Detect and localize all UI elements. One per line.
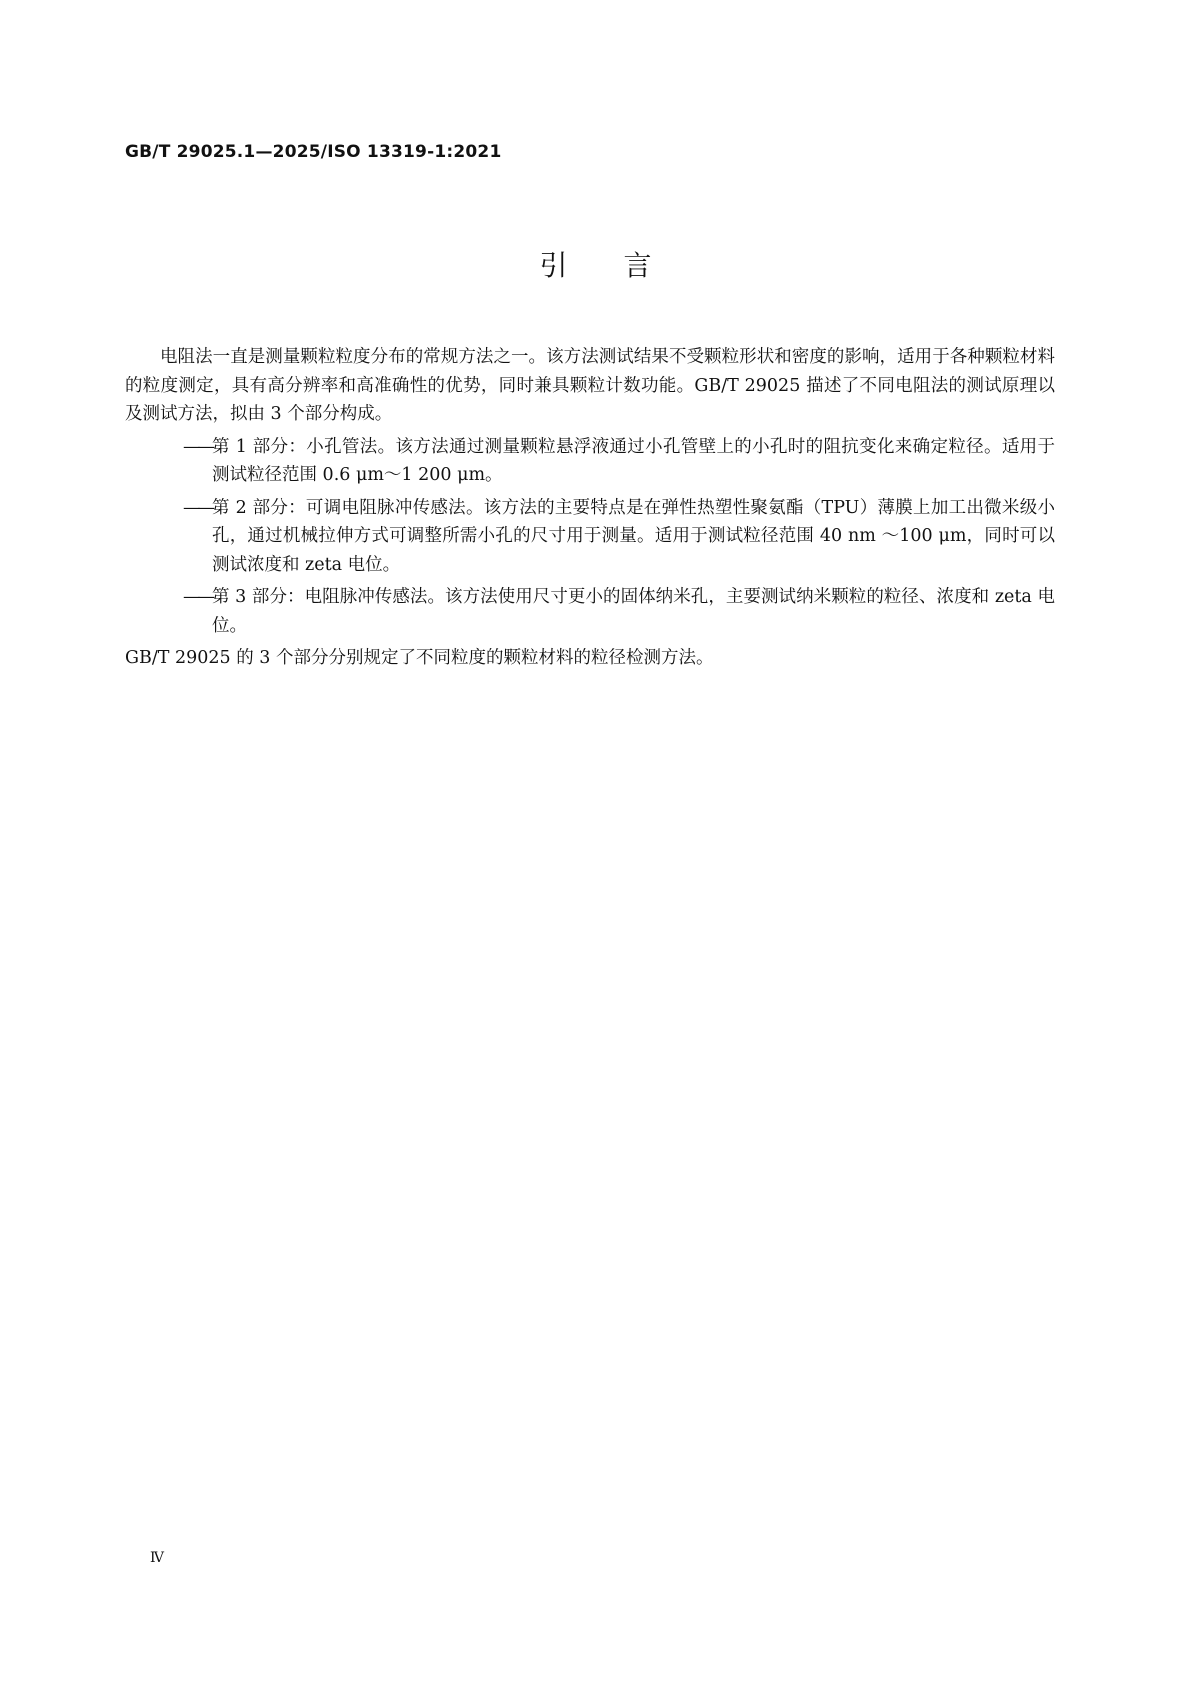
list-item-text: 第 3 部分：电阻脉冲传感法。该方法使用尺寸更小的固体纳米孔，主要测试纳米颗粒的粒径、浓度和 zeta 电位。 — [212, 587, 1055, 636]
closing-paragraph: GB/T 29025 的 3 个部分分别规定了不同粒度的颗粒材料的粒径检测方法。 — [125, 648, 714, 668]
page-number: Ⅳ — [150, 1550, 164, 1566]
list-dash: —— — [183, 436, 212, 457]
document-body — [125, 343, 1055, 677]
list-item-text: 第 1 部分：小孔管法。该方法通过测量颗粒悬浮液通过小孔管壁上的小孔时的阻抗变化来确定粒径。适用于测试粒径范围 0.6 μm～1 200 μm。 — [212, 436, 1055, 485]
list-item-part-2 — [125, 494, 1055, 580]
intro-paragraph: 电阻法一直是测量颗粒粒度分布的常规方法之一。该方法测试结果不受颗粒形状和密度的影响，适用于各种颗粒材料的粒度测定，具有高分辨率和高准确性的优势，同时兼具颗粒计数功能。GB/T 29025 描述了不同电阻法的测试原理以及测试方法，拟由 3 个部分构成。 — [125, 347, 1055, 424]
standard-code-header: GB/T 29025.1—2025/ISO 13319-1:2021 — [125, 142, 502, 162]
list-item-part-3 — [125, 583, 1055, 640]
list-item-text: 第 2 部分：可调电阻脉冲传感法。该方法的主要特点是在弹性热塑性聚氨酯（TPU）薄膜上加工出微米级小孔，通过机械拉伸方式可调整所需小孔的尺寸用于测量。适用于测试粒径范围 40 nm ～100 μm，同时可以测试浓度和 zeta 电位。 — [212, 497, 1055, 575]
list-dash: —— — [183, 497, 212, 518]
page-title: 引言 — [539, 249, 708, 282]
list-dash: —— — [183, 587, 212, 607]
list-item-part-1 — [125, 433, 1055, 490]
